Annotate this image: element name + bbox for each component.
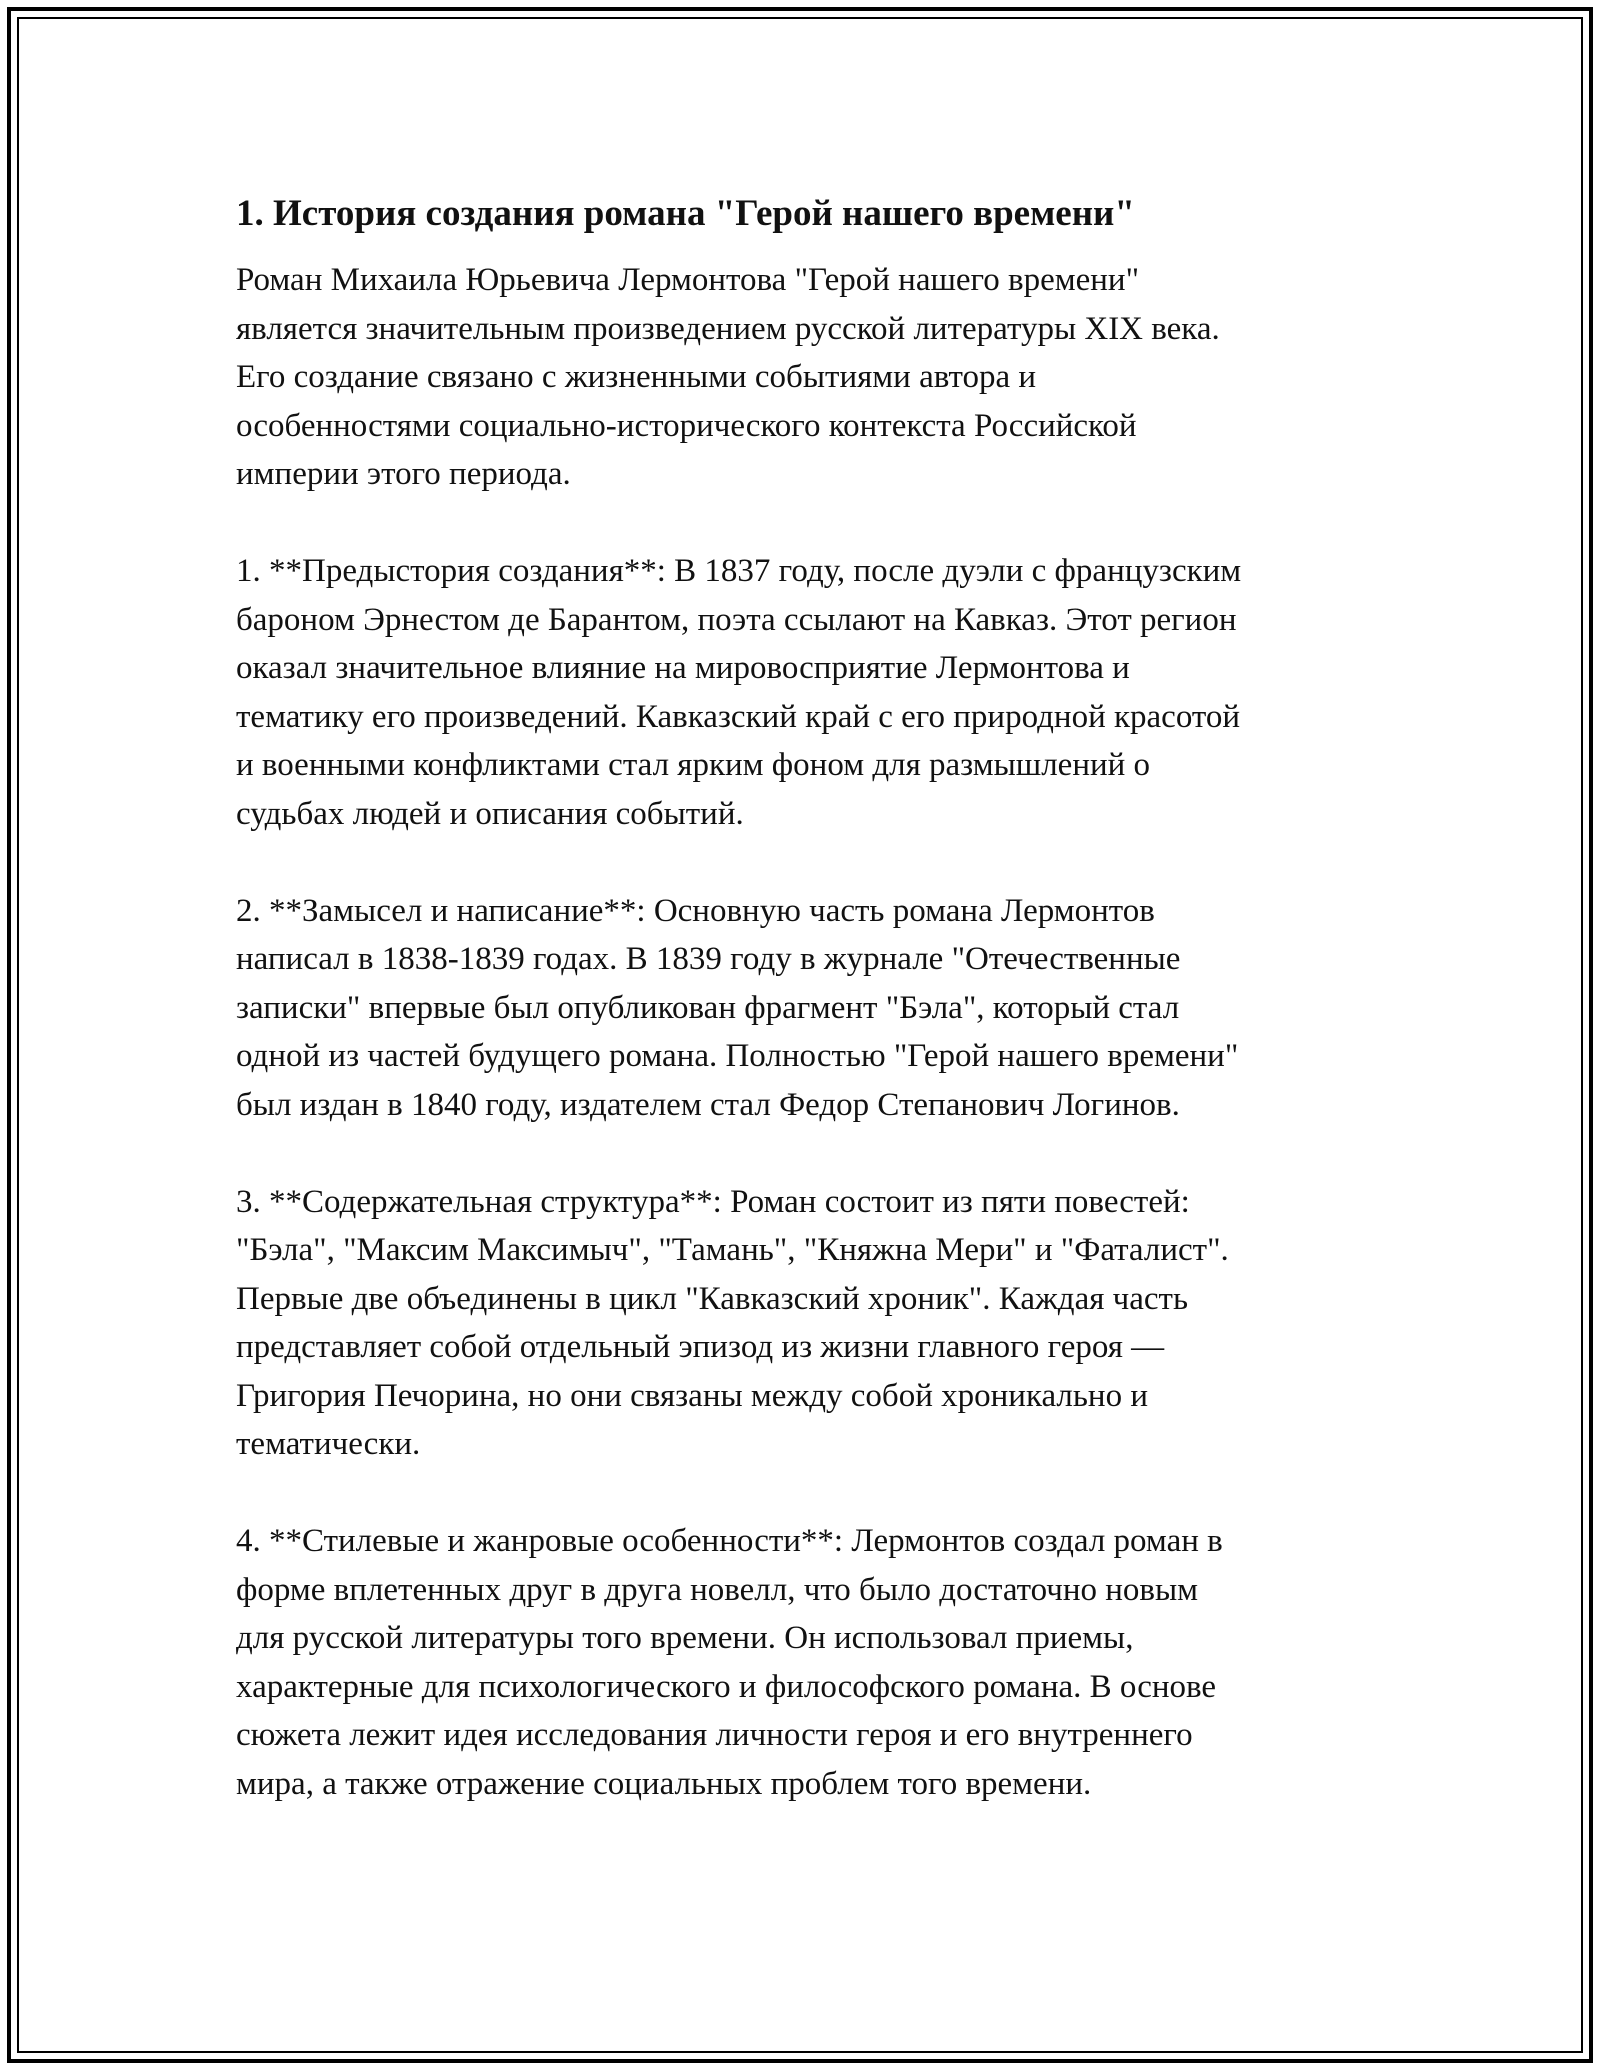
point-paragraph-3 [236,1178,1366,1469]
text-line: был издан в 1840 году, издателем стал Федор Степанович Логинов. [236,1086,1180,1123]
text-line: форме вплетенных друг в друга новелл, что было достаточно новым [236,1571,1199,1608]
text-line: особенностями социально-исторического контекста Российской [236,407,1137,444]
text-line: Его создание связано с жизненными событиями автора и [236,359,1037,395]
text-line: судьбах людей и описания событий. [236,795,744,832]
text-line: тематику его произведений. Кавказский край с его природной красотой [236,698,1241,735]
text-line: 1. **Предыстория создания**: В 1837 году, после дуэли с французским [236,553,1242,589]
text-line: характерные для психологического и философского романа. В основе [236,1668,1217,1705]
text-line: 3. **Содержательная структура**: Роман состоит из пяти повестей: [236,1183,1190,1220]
text-line: 4. **Стилевые и жанровые особенности**: Лермонтов создал роман в [236,1523,1223,1559]
text-line: бароном Эрнестом де Барантом, поэта ссылают на Кавказ. Этот регион [236,601,1237,638]
document-title: 1. История создания романа "Герой нашего времени" [236,193,1135,234]
text-line: империи этого периода. [236,456,571,492]
text-line: Григория Печорина, но они связаны между собой хроникально и [236,1377,1148,1414]
paragraph-gap [236,499,1366,548]
text-line: "Бэла", "Максим Максимыч", "Тамань", "Княжна Мери" и "Фаталист". [236,1232,1229,1268]
text-line: для русской литературы того времени. Он использовал приемы, [236,1620,1134,1656]
document-body [236,190,1366,1808]
text-line: представляет собой отдельный эпизод из жизни главного героя — [236,1329,1165,1365]
text-line: тематически. [236,1426,421,1462]
text-line: сюжета лежит идея исследования личности героя и его внутреннего [236,1717,1193,1753]
text-line: и военными конфликтами стал ярким фоном для размышлений о [236,747,1151,783]
intro-paragraph [236,256,1366,499]
text-line: 2. **Замысел и написание**: Основную часть романа Лермонтов [236,892,1155,929]
paragraph-gap [236,1469,1366,1518]
point-paragraph-4 [236,1517,1366,1808]
point-paragraph-2 [236,887,1366,1130]
text-line: написал в 1838-1839 годах. В 1839 году в журнале "Отечественные [236,941,1181,977]
paragraph-gap [236,1129,1366,1178]
text-line: Роман Михаила Юрьевича Лермонтова "Герой нашего времени" [236,262,1140,298]
text-line: оказал значительное влияние на мировосприятие Лермонтова и [236,650,1130,686]
paragraph-gap [236,838,1366,887]
text-line: мира, а также отражение социальных проблем того времени. [236,1765,1092,1802]
text-line: одной из частей будущего романа. Полностью "Герой нашего времени" [236,1038,1239,1074]
point-paragraph-1 [236,547,1366,838]
text-line: Первые две объединены в цикл "Кавказский хроник". Каждая часть [236,1280,1189,1317]
text-line: записки" впервые был опубликован фрагмент "Бэла", который стал [236,989,1180,1026]
text-line: является значительным произведением русской литературы XIX века. [236,310,1220,347]
